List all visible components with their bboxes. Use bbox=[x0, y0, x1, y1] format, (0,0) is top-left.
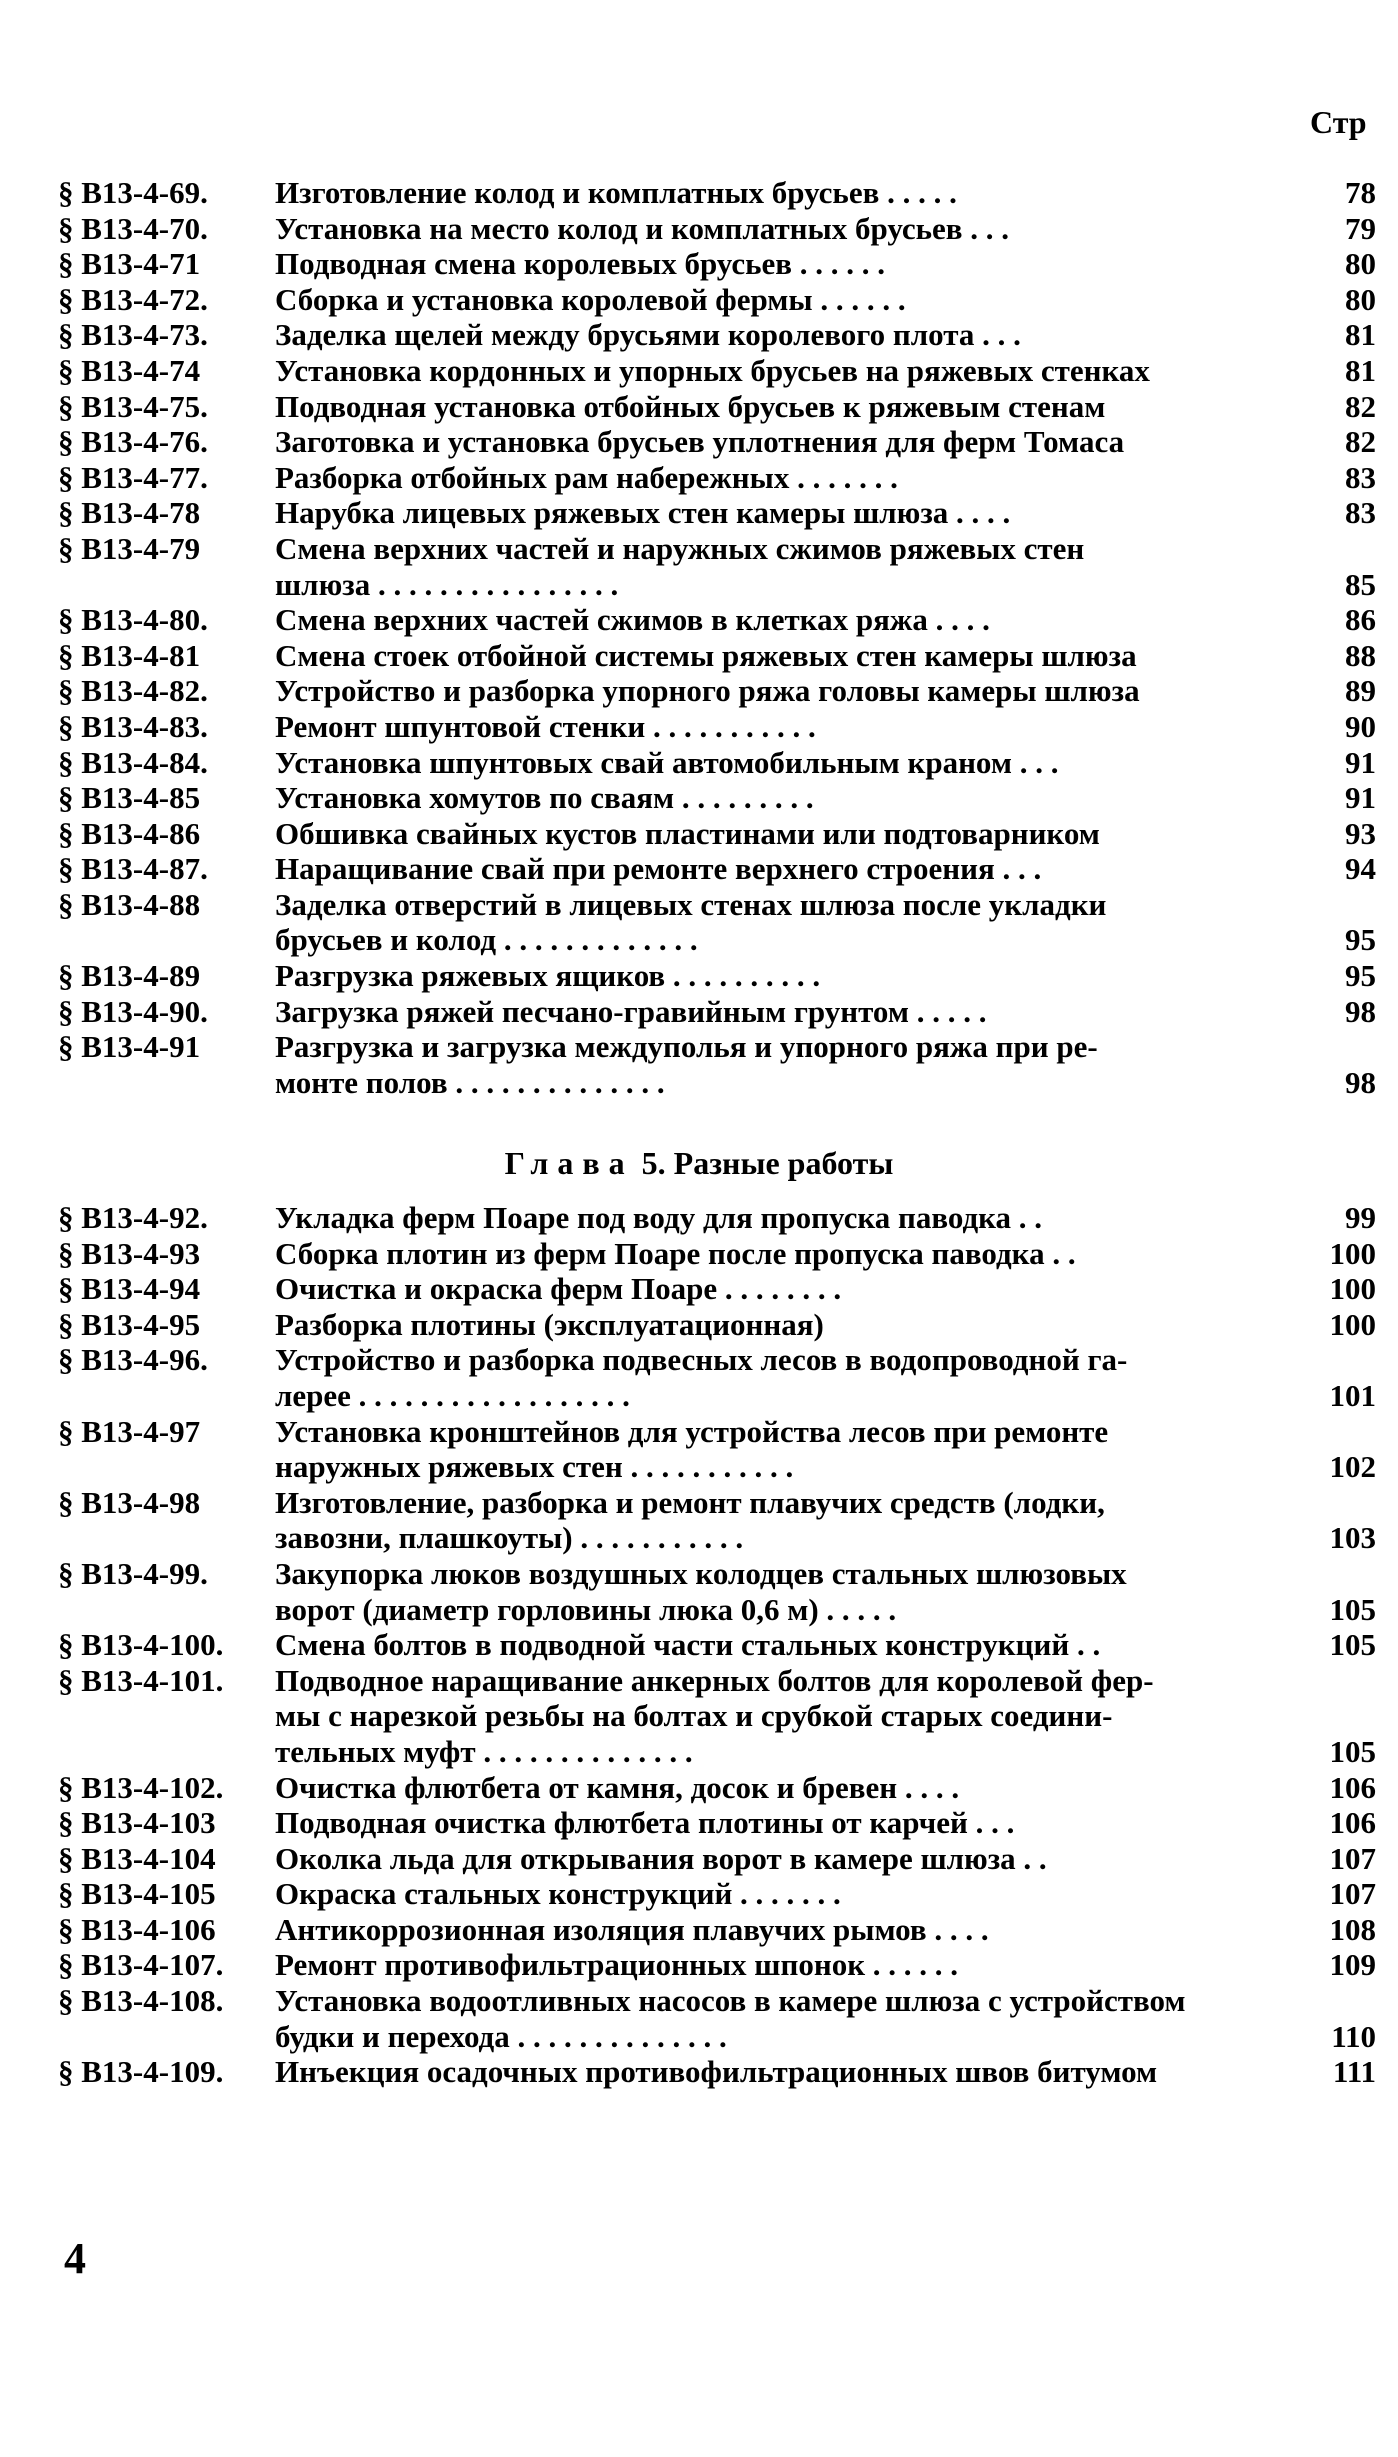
entry-title: Очистка флютбета от камня, досок и бревен . . . . bbox=[275, 1769, 960, 1805]
entry-title: Установка хомутов по сваям . . . . . . . . . bbox=[275, 780, 814, 816]
entry-page: 91 bbox=[1345, 780, 1376, 816]
toc-entry bbox=[58, 531, 1376, 602]
entry-title: Околка льда для открывания ворот в камере шлюза . . bbox=[275, 1840, 1047, 1876]
toc-entry bbox=[58, 1556, 1376, 1627]
section-number: § В13-4-97 bbox=[58, 1413, 201, 1449]
entry-title: Смена болтов в подводной части стальных конструкций . . bbox=[275, 1627, 1101, 1663]
section-number: § В13-4-77. bbox=[58, 459, 208, 495]
section-number: § В13-4-93 bbox=[58, 1235, 201, 1271]
entry-title: Загрузка ряжей песчано-гравийным грунтом . . . . . bbox=[275, 993, 987, 1029]
toc-entry bbox=[58, 1342, 1376, 1413]
toc-entry bbox=[58, 1841, 1376, 1877]
toc-entry bbox=[58, 673, 1376, 709]
section-number: § В13-4-70. bbox=[58, 210, 208, 246]
entry-title: Смена верхних частей и наружных сжимов ряжевых стен шлюза . . . . . . . . . . . . . . . . bbox=[275, 530, 1085, 602]
chapter-title: 5. Разные работы bbox=[633, 1145, 894, 1181]
toc-entry bbox=[58, 851, 1376, 887]
toc-entry bbox=[58, 460, 1376, 496]
section-number: § В13-4-98 bbox=[58, 1484, 201, 1520]
entry-page: 110 bbox=[1331, 2018, 1376, 2054]
chapter-heading bbox=[0, 1145, 1398, 1182]
entry-page: 86 bbox=[1345, 602, 1376, 638]
entry-page: 83 bbox=[1345, 495, 1376, 531]
toc-entry bbox=[58, 1912, 1376, 1948]
entry-title: Сборка плотин из ферм Поаре после пропуска паводка . . bbox=[275, 1235, 1076, 1271]
section-number: § В13-4-103 bbox=[58, 1805, 216, 1841]
section-number: § В13-4-96. bbox=[58, 1342, 208, 1378]
toc-entry bbox=[58, 353, 1376, 389]
section-number: § В13-4-105 bbox=[58, 1876, 216, 1912]
entry-title: Устройство и разборка подвесных лесов в водопроводной га- лерее . . . . . . . . . . . . . . . . . . bbox=[275, 1342, 1128, 1413]
entry-page: 80 bbox=[1345, 281, 1376, 317]
section-number: § В13-4-81 bbox=[58, 637, 201, 673]
section-number: § В13-4-78 bbox=[58, 495, 201, 531]
entry-title: Ремонт шпунтовой стенки . . . . . . . . . . . bbox=[275, 708, 816, 744]
toc-entry bbox=[58, 745, 1376, 781]
entry-page: 101 bbox=[1329, 1377, 1376, 1413]
toc-entry bbox=[58, 638, 1376, 674]
entry-title: Устройство и разборка упорного ряжа головы камеры шлюза bbox=[275, 673, 1140, 709]
toc-entry bbox=[58, 887, 1376, 958]
toc-section-1 bbox=[58, 175, 1376, 1100]
section-number: § В13-4-99. bbox=[58, 1555, 208, 1591]
page-column-header: Стр bbox=[1310, 104, 1367, 140]
toc-entry bbox=[58, 1663, 1376, 1770]
entry-page: 98 bbox=[1345, 1064, 1376, 1100]
page-number: 4 bbox=[64, 2234, 86, 2283]
entry-page: 105 bbox=[1329, 1733, 1376, 1769]
toc-entry bbox=[58, 282, 1376, 318]
toc-entry bbox=[58, 389, 1376, 425]
toc-entry bbox=[58, 1627, 1376, 1663]
entry-page: 105 bbox=[1329, 1591, 1376, 1627]
entry-page: 111 bbox=[1332, 2054, 1376, 2090]
toc-entry bbox=[58, 211, 1376, 247]
section-number: § В13-4-108. bbox=[58, 1983, 224, 2019]
toc-entry bbox=[58, 1947, 1376, 1983]
entry-page: 109 bbox=[1329, 1947, 1376, 1983]
entry-title: Укладка ферм Поаре под воду для пропуска паводка . . bbox=[275, 1200, 1043, 1235]
section-number: § В13-4-107. bbox=[58, 1947, 224, 1983]
toc-entry bbox=[58, 1983, 1376, 2054]
entry-title: Установка водоотливных насосов в камере шлюза с устройством будки и перехода . . . . . . . . . . . . . . bbox=[275, 1983, 1186, 2054]
toc-entry bbox=[58, 1307, 1376, 1343]
entry-page: 81 bbox=[1345, 352, 1376, 388]
entry-page: 107 bbox=[1329, 1840, 1376, 1876]
toc-entry bbox=[58, 1485, 1376, 1556]
entry-title: Заделка щелей между брусьями королевого плота . . . bbox=[275, 317, 1021, 353]
entry-title: Смена верхних частей сжимов в клетках ряжа . . . . bbox=[275, 602, 990, 638]
section-number: § В13-4-109. bbox=[58, 2054, 224, 2090]
entry-page: 108 bbox=[1329, 1911, 1376, 1947]
section-number: § В13-4-79 bbox=[58, 530, 201, 566]
section-number: § В13-4-75. bbox=[58, 388, 208, 424]
entry-title: Установка шпунтовых свай автомобильным краном . . . bbox=[275, 744, 1059, 780]
section-number: § В13-4-85 bbox=[58, 780, 201, 816]
entry-title: Изготовление, разборка и ремонт плавучих средств (лодки, завозни, плашкоуты) . . . . . . . . . . . bbox=[275, 1484, 1105, 1556]
section-number: § В13-4-91 bbox=[58, 1029, 201, 1065]
section-number: § В13-4-69. bbox=[58, 175, 208, 210]
chapter-word: Глава bbox=[504, 1145, 634, 1181]
entry-page: 81 bbox=[1345, 317, 1376, 353]
entry-page: 94 bbox=[1345, 851, 1376, 887]
entry-title: Подводная очистка флютбета плотины от карчей . . . bbox=[275, 1805, 1015, 1841]
entry-page: 88 bbox=[1345, 637, 1376, 673]
entry-title: Очистка и окраска ферм Поаре . . . . . . . . bbox=[275, 1271, 842, 1307]
section-number: § В13-4-72. bbox=[58, 281, 208, 317]
entry-title: Заготовка и установка брусьев уплотнения для ферм Томаса bbox=[275, 424, 1125, 460]
toc-section-2 bbox=[58, 1200, 1376, 2090]
section-number: § В13-4-83. bbox=[58, 708, 208, 744]
entry-title: Закупорка люков воздушных колодцев стальных шлюзовых ворот (диаметр горловины люка 0,6 м) . . . . . bbox=[275, 1555, 1127, 1627]
toc-entry bbox=[58, 1805, 1376, 1841]
section-number: § В13-4-94 bbox=[58, 1271, 201, 1307]
entry-title: Инъекция осадочных противофильтрационных швов битумом bbox=[275, 2054, 1158, 2090]
entry-title: Установка кордонных и упорных брусьев на ряжевых стенках bbox=[275, 352, 1150, 388]
toc-entry bbox=[58, 1414, 1376, 1485]
entry-title: Изготовление колод и комплатных брусьев . . . . . bbox=[275, 175, 957, 210]
entry-page: 98 bbox=[1345, 993, 1376, 1029]
section-number: § В13-4-92. bbox=[58, 1200, 208, 1235]
entry-page: 105 bbox=[1329, 1627, 1376, 1663]
entry-page: 89 bbox=[1345, 673, 1376, 709]
entry-title: Обшивка свайных кустов пластинами или подтоварником bbox=[275, 815, 1100, 851]
section-number: § В13-4-88 bbox=[58, 886, 201, 922]
entry-title: Нарубка лицевых ряжевых стен камеры шлюза . . . . bbox=[275, 495, 1011, 531]
toc-entry bbox=[58, 994, 1376, 1030]
toc-entry bbox=[58, 709, 1376, 745]
section-number: § В13-4-80. bbox=[58, 602, 208, 638]
section-number: § В13-4-95 bbox=[58, 1306, 201, 1342]
section-number: § В13-4-86 bbox=[58, 815, 201, 851]
entry-title: Окраска стальных конструкций . . . . . . . bbox=[275, 1876, 841, 1912]
entry-title: Ремонт противофильтрационных шпонок . . . . . . bbox=[275, 1947, 959, 1983]
entry-page: 102 bbox=[1329, 1449, 1376, 1485]
entry-title: Заделка отверстий в лицевых стенах шлюза после укладки брусьев и колод . . . . . . . . . . . . . bbox=[275, 886, 1107, 958]
toc-entry bbox=[58, 958, 1376, 994]
toc-entry bbox=[58, 246, 1376, 282]
entry-title: Разгрузка ряжевых ящиков . . . . . . . . . . bbox=[275, 958, 821, 994]
toc-entry bbox=[58, 1876, 1376, 1912]
entry-page: 103 bbox=[1329, 1520, 1376, 1556]
section-number: § В13-4-106 bbox=[58, 1911, 216, 1947]
entry-page: 80 bbox=[1345, 246, 1376, 282]
toc-entry bbox=[58, 175, 1376, 211]
toc-entry bbox=[58, 1236, 1376, 1272]
entry-page: 100 bbox=[1329, 1235, 1376, 1271]
entry-title: Подводная смена королевых брусьев . . . . . . bbox=[275, 246, 886, 282]
toc-entry bbox=[58, 424, 1376, 460]
section-number: § В13-4-102. bbox=[58, 1769, 224, 1805]
toc-entry bbox=[58, 2054, 1376, 2090]
section-number: § В13-4-71 bbox=[58, 246, 201, 282]
section-number: § В13-4-104 bbox=[58, 1840, 216, 1876]
entry-title: Наращивание свай при ремонте верхнего строения . . . bbox=[275, 851, 1042, 887]
toc-entry bbox=[58, 1770, 1376, 1806]
entry-page: 95 bbox=[1345, 958, 1376, 994]
entry-page: 107 bbox=[1329, 1876, 1376, 1912]
entry-page: 100 bbox=[1329, 1271, 1376, 1307]
entry-page: 79 bbox=[1345, 210, 1376, 246]
entry-page: 91 bbox=[1345, 744, 1376, 780]
entry-title: Сборка и установка королевой фермы . . . . . . bbox=[275, 281, 906, 317]
entry-title: Подводное наращивание анкерных болтов для королевой фер- мы с нарезкой резьбы на болтах и срубкой старых соедини- тельных муфт . . . . . . . . . . . . . . bbox=[275, 1662, 1154, 1769]
toc-entry bbox=[58, 1029, 1376, 1100]
entry-page: 83 bbox=[1345, 459, 1376, 495]
toc-entry bbox=[58, 780, 1376, 816]
section-number: § В13-4-84. bbox=[58, 744, 208, 780]
section-number: § В13-4-90. bbox=[58, 993, 208, 1029]
section-number: § В13-4-101. bbox=[58, 1662, 224, 1698]
entry-page: 95 bbox=[1345, 922, 1376, 958]
entry-title: Смена стоек отбойной системы ряжевых стен камеры шлюза bbox=[275, 637, 1137, 673]
entry-page: 106 bbox=[1329, 1769, 1376, 1805]
entry-page: 85 bbox=[1345, 566, 1376, 602]
toc-entry bbox=[58, 602, 1376, 638]
entry-title: Разгрузка и загрузка междуполья и упорного ряжа при ре- монте полов . . . . . . . . . . . . . . bbox=[275, 1029, 1098, 1100]
toc-entry bbox=[58, 1200, 1376, 1236]
toc-entry bbox=[58, 495, 1376, 531]
entry-page: 82 bbox=[1345, 424, 1376, 460]
section-number: § В13-4-76. bbox=[58, 424, 208, 460]
section-number: § В13-4-100. bbox=[58, 1627, 224, 1663]
section-number: § В13-4-87. bbox=[58, 851, 208, 887]
entry-page: 99 bbox=[1345, 1200, 1376, 1235]
entry-page: 100 bbox=[1329, 1306, 1376, 1342]
entry-title: Разборка плотины (эксплуатационная) bbox=[275, 1306, 824, 1342]
section-number: § В13-4-74 bbox=[58, 352, 201, 388]
entry-page: 93 bbox=[1345, 815, 1376, 851]
entry-page: 78 bbox=[1345, 175, 1376, 210]
entry-title: Разборка отбойных рам набережных . . . . . . . bbox=[275, 459, 898, 495]
entry-page: 82 bbox=[1345, 388, 1376, 424]
toc-entry bbox=[58, 816, 1376, 852]
entry-title: Установка кронштейнов для устройства лесов при ремонте наружных ряжевых стен . . . . . . . . . . . bbox=[275, 1413, 1109, 1485]
section-number: § В13-4-82. bbox=[58, 673, 208, 709]
entry-title: Подводная установка отбойных брусьев к ряжевым стенам bbox=[275, 388, 1106, 424]
entry-page: 106 bbox=[1329, 1805, 1376, 1841]
section-number: § В13-4-73. bbox=[58, 317, 208, 353]
entry-title: Установка на место колод и комплатных брусьев . . . bbox=[275, 210, 1010, 246]
entry-page: 90 bbox=[1345, 708, 1376, 744]
section-number: § В13-4-89 bbox=[58, 958, 201, 994]
toc-entry bbox=[58, 1271, 1376, 1307]
entry-title: Антикоррозионная изоляция плавучих рымов . . . . bbox=[275, 1911, 989, 1947]
toc-entry bbox=[58, 317, 1376, 353]
